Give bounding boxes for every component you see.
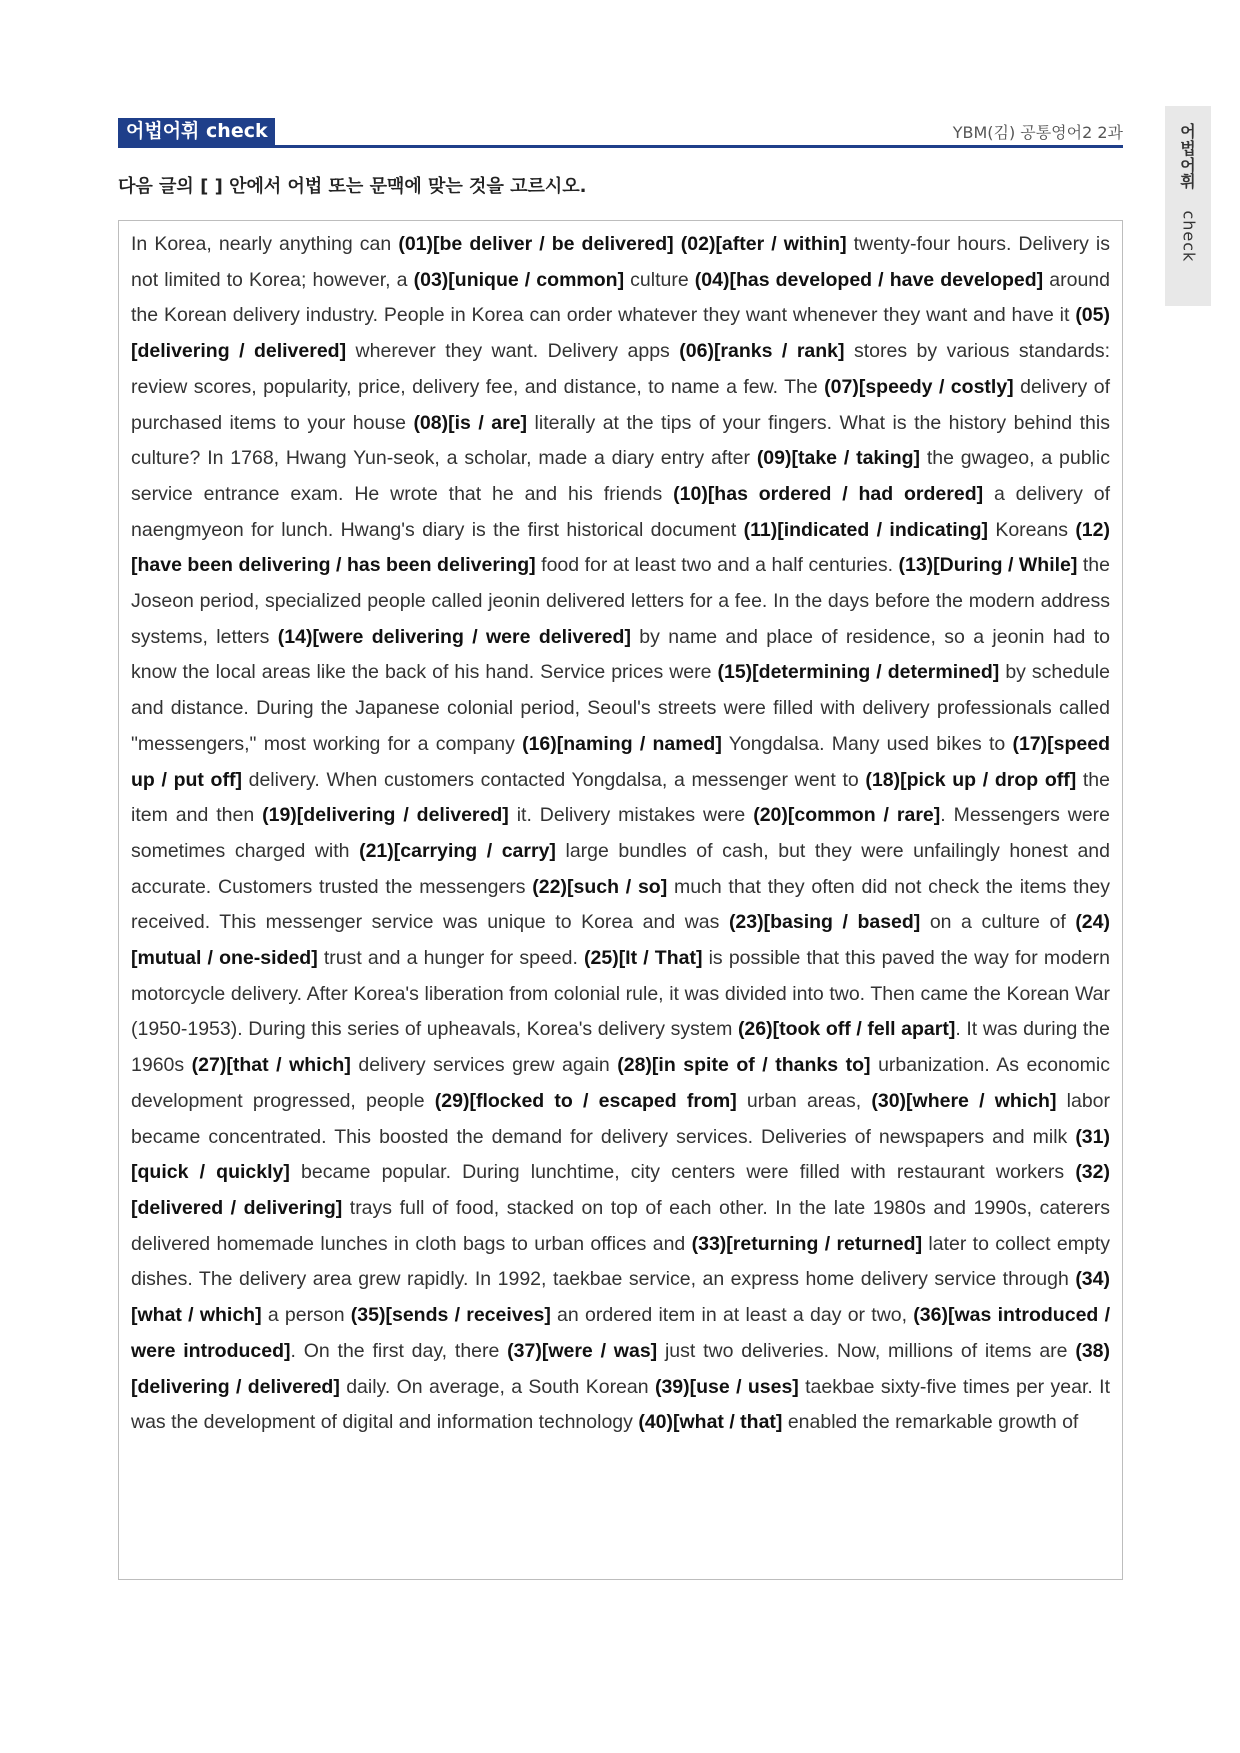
passage-segment: taekbae sixty-five times per year. It was the development of digital and information technology [131, 1375, 1110, 1434]
blank-choice: (30)[where / which] [871, 1089, 1057, 1112]
blank-choice: (19)[delivering / delivered] [262, 804, 509, 827]
passage-segment: large bundles of cash, but they were unfailingly honest and accurate. Customers trusted the messengers [131, 839, 1111, 898]
blank-choice: (26)[took off / fell apart] [737, 1018, 956, 1041]
side-tab-english: check [1179, 210, 1199, 263]
blank-choice: (17)[speed up / put off] [131, 732, 1110, 791]
passage-segment: delivery services grew again [350, 1054, 618, 1077]
blank-choice: (24)[mutual / one-sided] [131, 911, 1110, 970]
section-badge: 어법어휘 check [118, 118, 275, 145]
blank-choice: (22)[such / so] [532, 875, 668, 898]
side-tab [1165, 106, 1211, 306]
blank-choice: (29)[flocked to / escaped from] [434, 1089, 737, 1112]
side-tab-char: 어 [1180, 122, 1196, 141]
blank-choice: (34)[what / which] [131, 1268, 1110, 1327]
passage-segment: food for at least two and a half centuries. [535, 554, 899, 577]
passage-segment: the gwageo, a public service entrance exam. He wrote that he and his friends [131, 447, 1110, 505]
blank-choice: (39)[use / uses] [654, 1375, 799, 1398]
passage-segment: culture [624, 268, 695, 291]
passage-segment: Yongdalsa. Many used bikes to [721, 732, 1013, 755]
passage-segment: enabled the remarkable growth of [782, 1411, 1079, 1434]
blank-choice: (40)[what / that] [638, 1411, 783, 1434]
blank-choice: (31)[quick / quickly] [131, 1125, 1110, 1184]
passage-segment: a person [261, 1304, 351, 1327]
passage-segment: trust and a hunger for speed. [317, 947, 585, 970]
blank-choice: (36)[was introduced / were introduced] [131, 1304, 1110, 1362]
passage-segment: delivery. When customers contacted Yongdalsa, a messenger went to [241, 768, 866, 791]
passage-segment: became popular. During lunchtime, city centers were filled with restaurant workers [289, 1161, 1076, 1184]
passage-segment: delivery of purchased items to your house [131, 375, 1110, 434]
blank-choice: (09)[take / taking] [756, 447, 921, 470]
instruction-text: 다음 글의 [ ] 안에서 어법 또는 문맥에 맞는 것을 고르시오. [118, 176, 587, 197]
blank-choice: (32)[delivered / delivering] [131, 1161, 1110, 1219]
blank-choice: (27)[that / which] [191, 1054, 351, 1077]
blank-choice: (28)[in spite of / thanks to] [617, 1054, 871, 1077]
passage-box [118, 220, 1123, 1580]
passage-segment: trays full of food, stacked on top of each other. In the late 1980s and 1990s, caterers delivered homemade lunches in cloth bags to urban offices and [131, 1196, 1111, 1255]
passage-segment: the Joseon period, specialized people called jeonin delivered letters for a fee. In the days before the modern address systems, letters [131, 554, 1110, 648]
blank-choice: (01)[be deliver / be delivered] [398, 233, 674, 255]
passage-segment: is possible that this paved the way for modern motorcycle delivery. After Korea's liberation from colonial rule, it was divided into two. Then came the Korean War (1950-1953). During this series of upheavals, Korea's delivery system [131, 947, 1110, 1041]
blank-choice: (08)[is / are] [413, 411, 528, 434]
side-tab-char: 어 [1180, 155, 1196, 175]
section-header [118, 118, 1123, 148]
passage-segment: it. Delivery mistakes were [508, 804, 754, 827]
blank-choice: (21)[carrying / carry] [359, 839, 556, 862]
blank-choice: (16)[naming / named] [522, 732, 722, 755]
blank-choice: (12)[have been delivering / has been delivering] [131, 518, 1110, 577]
blank-choice: (11)[indicated / indicating] [743, 518, 988, 541]
blank-choice: (14)[were delivering / were delivered] [277, 625, 631, 648]
passage-segment: much that they often did not check the items they received. This messenger service was unique to Korea and was [131, 875, 1110, 934]
passage-segment: . It was during the 1960s [131, 1018, 1111, 1077]
course-label: YBM(김) 공통영어2 2과 [952, 123, 1123, 142]
passage-segment: the item and then [131, 768, 1110, 827]
passage-segment: on a culture of [920, 911, 1076, 934]
blank-choice: (05)[delivering / delivered] [131, 304, 1110, 363]
passage-segment: just two deliveries. Now, millions of items are [657, 1339, 1076, 1362]
passage-segment: around the Korean delivery industry. People in Korea can order whatever they want whenever they want and have it [131, 268, 1110, 327]
blank-choice: (10)[has ordered / had ordered] [673, 482, 984, 505]
passage-segment [674, 233, 681, 255]
blank-choice: (18)[pick up / drop off] [865, 768, 1077, 791]
passage-segment: by schedule and distance. During the Japanese colonial period, Seoul's streets were filled with delivery professionals called "messengers," most working for a company [131, 661, 1110, 755]
blank-choice: (06)[ranks / rank] [679, 340, 845, 363]
passage-text [131, 227, 1110, 1441]
blank-choice: (33)[returning / returned] [691, 1232, 923, 1255]
passage-segment: later to collect empty dishes. The delivery area grew rapidly. In 1992, taekbae service, an express home delivery service through [131, 1232, 1110, 1291]
blank-choice: (37)[were / was] [507, 1339, 658, 1362]
blank-choice: (04)[has developed / have developed] [694, 268, 1044, 291]
passage-segment: by name and place of residence, so a jeonin had to know the local areas like the back of his hand. Service prices were [131, 625, 1110, 684]
passage-segment: Koreans [987, 518, 1076, 541]
blank-choice: (07)[speedy / costly] [824, 375, 1014, 398]
blank-choice: (02)[after / within] [680, 233, 847, 255]
passage-segment: an ordered item in at least a day or two, [550, 1304, 914, 1327]
passage-segment: a delivery of naengmyeon for lunch. Hwang's diary is the first historical document [131, 482, 1110, 541]
blank-choice: (15)[determining / determined] [717, 661, 1000, 684]
passage-segment: literally at the tips of your fingers. What is the history behind this culture? In 1768, Hwang Yun-seok, a scholar, made a diary entry after [131, 411, 1110, 470]
passage-segment: daily. On average, a South Korean [339, 1375, 655, 1398]
blank-choice: (20)[common / rare] [753, 804, 941, 827]
blank-choice: (25)[It / That] [584, 947, 703, 970]
blank-choice: (13)[During / While] [898, 554, 1078, 577]
passage-segment: urbanization. As economic development progressed, people [131, 1054, 1110, 1112]
passage-segment: . On the first day, there [290, 1339, 508, 1362]
blank-choice: (03)[unique / common] [413, 268, 625, 291]
passage-segment: stores by various standards: review scores, popularity, price, delivery fee, and distance, to name a few. The [131, 340, 1110, 398]
blank-choice: (23)[basing / based] [728, 911, 921, 934]
blank-choice: (35)[sends / receives] [350, 1304, 551, 1327]
blank-choice: (38)[delivering / delivered] [131, 1339, 1111, 1398]
passage-segment: twenty-four hours. Delivery is not limited to Korea; however, a [131, 233, 1111, 291]
passage-segment: labor became concentrated. This boosted the demand for delivery services. Deliveries of newspapers and milk [131, 1089, 1111, 1148]
side-tab-char: 법 [1180, 138, 1196, 158]
passage-segment: In Korea, nearly anything can [131, 233, 399, 255]
passage-segment: wherever they want. Delivery apps [346, 340, 680, 363]
passage-segment: . Messengers were sometimes charged with [131, 804, 1111, 862]
passage-segment: urban areas, [736, 1089, 872, 1112]
side-tab-char: 휘 [1180, 172, 1196, 192]
